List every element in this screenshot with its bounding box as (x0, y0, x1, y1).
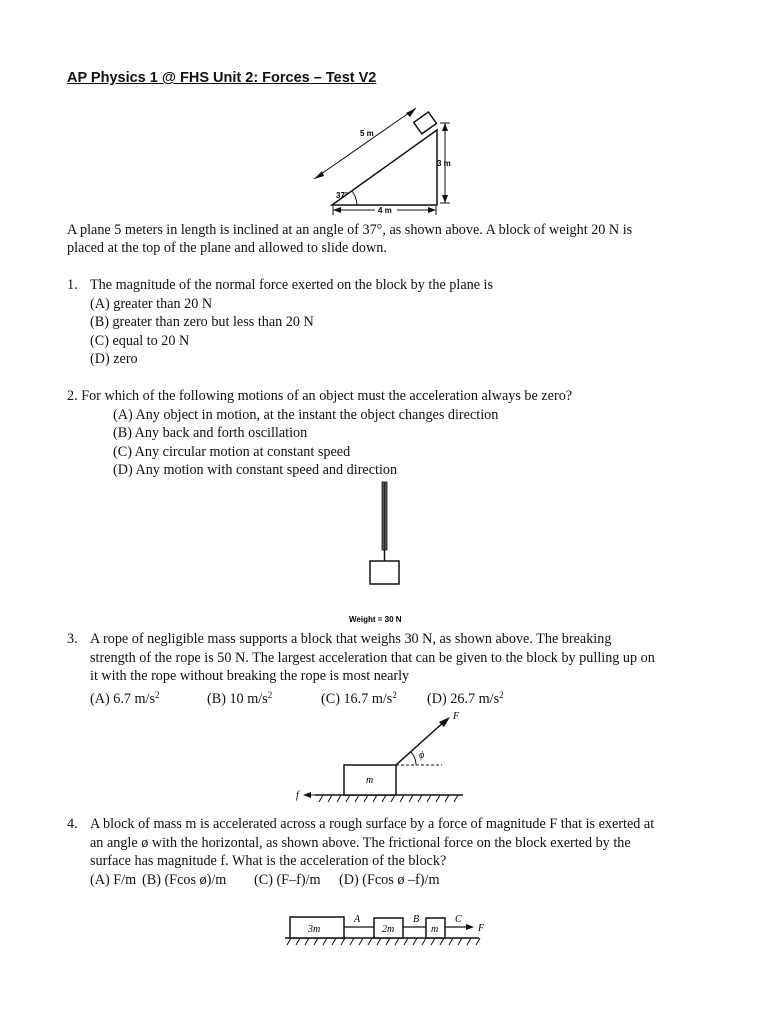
q1-option-b[interactable]: (B) greater than zero but less than 20 N (90, 314, 314, 330)
question-2: 2. For which of the following motions of an object must the acceleration always be zero? (A) Any object in motion, at the instant the object changes direction (B) Any back and forth oscillation (C) Any circular motion at constant speed (D) Any motion with constant speed and direction (67, 387, 707, 480)
q4-options (90, 871, 707, 890)
friction-label: f (296, 790, 299, 801)
q1-option-d[interactable]: (D) zero (90, 351, 138, 367)
angle-label: 37° (336, 191, 349, 200)
q3-option-d[interactable]: (D) 26.7 $m/s^2$ (427, 689, 504, 708)
applied-force-label: F (478, 923, 485, 934)
q3-option-a[interactable]: (A) 6.7 $m/s^2$ (90, 689, 160, 708)
q2-option-b[interactable]: (B) Any back and forth oscillation (113, 425, 308, 441)
connected-blocks-figure (283, 905, 493, 950)
force-label: F (453, 711, 460, 722)
rope-c-label: C (455, 914, 462, 925)
q4-option-a[interactable]: (A) F/m (90, 871, 137, 888)
q4-option-c[interactable]: (C) (F–f)/m (254, 871, 321, 888)
rope-b-label: B (413, 914, 420, 925)
mass-label: m (366, 775, 374, 786)
incline-figure (300, 105, 470, 220)
q2-option-a[interactable]: (A) Any object in motion, at the instant the object changes direction (113, 406, 499, 423)
q3-option-c[interactable]: (C) 16.7 $m/s^2$ (321, 689, 397, 708)
rope-a-label: A (354, 914, 361, 925)
height-label: 3 m (437, 159, 451, 168)
q1-option-a[interactable]: (A) greater than 20 N (90, 295, 213, 312)
page-title: AP Physics 1 @ FHS Unit 2: Forces – Test V2 (67, 70, 377, 86)
question-3: 3. A rope of negligible mass supports a block that weighs 30 N, as shown above. The breaking strength of the rope is 50 N. The largest acceleration that can be given to the block by pulling up on it with the rope without breaking the rope is most nearly (A) 6.7 $m/s^2$ (B) 10 $m/s^2$ (C) 16.7 $m/s^2$ (D) 26.7 $m/s^2$ (67, 630, 707, 709)
question-1: 1. The magnitude of the normal force exerted on the block by the plane is (A) greater than 20 N (B) greater than zero but less than 20 N (C) equal to 20 N (D) zero (67, 276, 707, 369)
q3-option-b[interactable]: (B) 10 $m/s^2$ (207, 689, 273, 708)
q3-options (90, 686, 707, 709)
angle-phi-label: ϕ (419, 750, 425, 761)
block-force-figure (295, 710, 470, 810)
q2-option-c[interactable]: (C) Any circular motion at constant speed (113, 443, 351, 460)
block-3m-label: 3m (308, 924, 321, 935)
intro-text: A plane 5 meters in length is inclined at an angle of 37°, as shown above. A block of weight 20 N is placed at the top of the plane and allowed to slide down. (67, 222, 633, 256)
weight-label: Weight = 30 N (349, 615, 402, 624)
q1-option-c[interactable]: (C) equal to 20 N (90, 332, 190, 349)
base-label: 4 m (378, 206, 392, 215)
hyp-label: 5 m (360, 129, 374, 138)
question-4: 4. A block of mass m is accelerated across a rough surface by a force of magnitude F that is exerted at an angle ø with the horizontal, as shown above. The frictional force on the block exerted by the surface has magnitude f. What is the acceleration of the block? (A) F/m (B) (Fcos ø)/m (C) (F–f)/m (D) (Fcos ø –f)/m (67, 815, 707, 889)
q4-option-d[interactable]: (D) (Fcos ø –f)/m (339, 871, 440, 888)
q4-option-b[interactable]: (B) (Fcos ø)/m (142, 871, 227, 888)
rope-block-figure (340, 480, 430, 626)
block-m-label: m (431, 924, 439, 935)
q2-option-d[interactable]: (D) Any motion with constant speed and direction (113, 462, 398, 478)
block-2m-label: 2m (382, 924, 395, 935)
